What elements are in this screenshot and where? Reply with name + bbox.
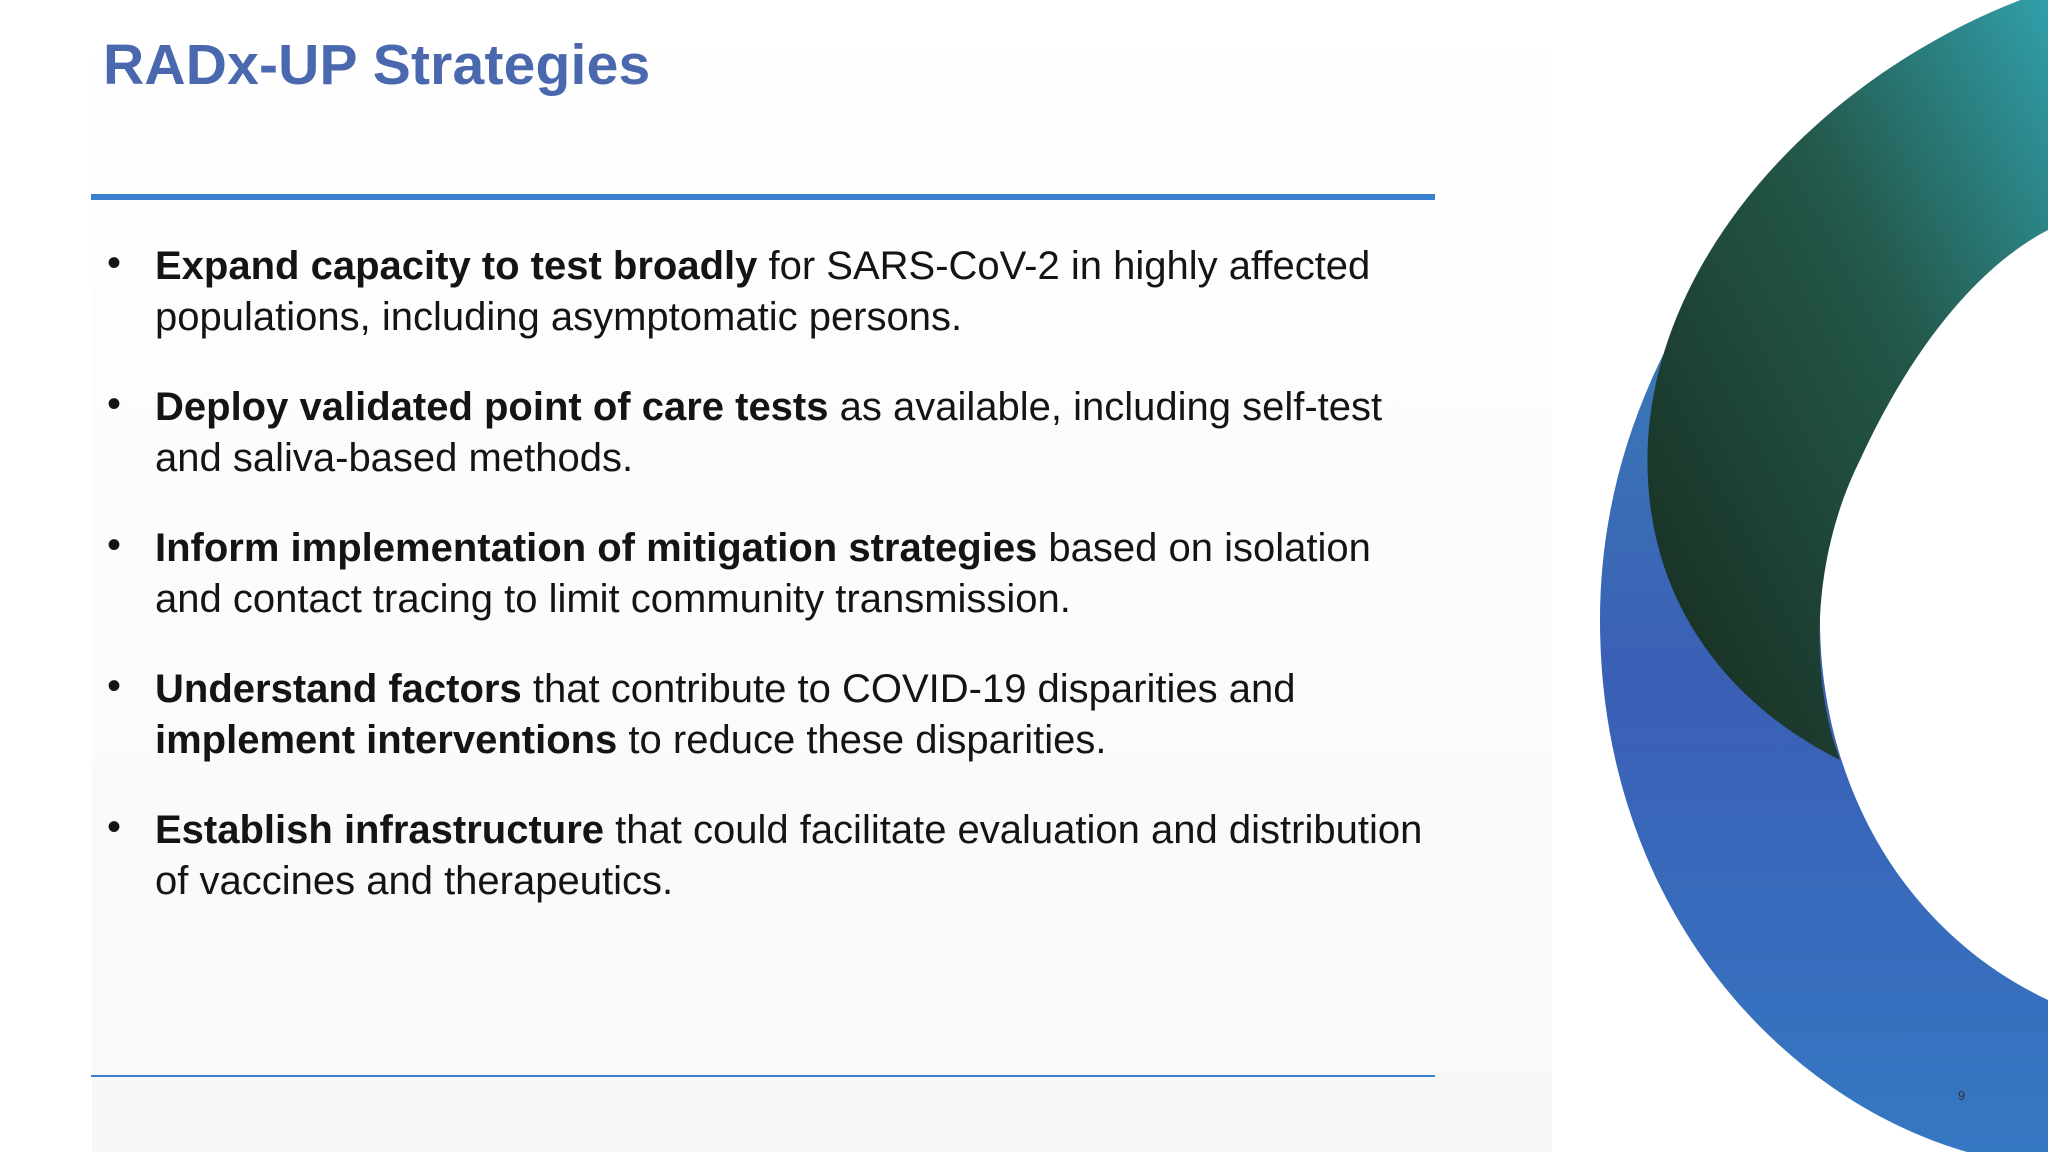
bullet-marker: • [107, 241, 122, 285]
bullet-marker: • [107, 805, 122, 849]
bullet-bold-text: Expand capacity to test broadly [155, 244, 758, 288]
bullet-item-test-broadly [104, 241, 1544, 343]
bullet-item-disparities [104, 664, 1544, 766]
bullet-text: for SARS-CoV-2 in highly affected [757, 244, 1371, 288]
ring-inner-band [1647, 0, 2048, 760]
bullet-text-line-2: of vaccines and therapeutics. [155, 859, 674, 903]
bullet-bold-text: Deploy validated point of care tests [155, 385, 829, 429]
bullet-bold-text-line-2: implement interventions [155, 718, 618, 762]
bullet-text: that could facilitate evaluation and distribution [604, 808, 1423, 852]
slide-title: RADx-UP Strategies [103, 33, 651, 97]
bullet-text: that contribute to COVID-19 disparities and [521, 667, 1296, 711]
bullet-text-line-2: and contact tracing to limit community transmission. [155, 577, 1071, 621]
bullet-marker: • [107, 382, 122, 426]
bullet-item-infrastructure [104, 805, 1544, 907]
page-number: 9 [1958, 1088, 1966, 1103]
footer-divider [91, 1075, 1435, 1077]
bullet-text: based on isolation [1037, 526, 1371, 570]
title-divider [91, 194, 1435, 200]
bullet-marker: • [107, 523, 122, 567]
bullet-text: as available, including self-test [828, 385, 1383, 429]
bullet-item-point-of-care [104, 382, 1544, 484]
bullet-bold-text: Establish infrastructure [155, 808, 605, 852]
bullet-text-line-2: populations, including asymptomatic persons. [155, 295, 963, 339]
bullet-item-mitigation [104, 523, 1544, 625]
bullet-bold-text: Inform implementation of mitigation strategies [155, 526, 1038, 570]
bullet-marker: • [107, 664, 122, 708]
strategy-bullet-list [104, 241, 1544, 946]
bullet-text-line-2: and saliva-based methods. [155, 436, 634, 480]
bullet-text-line-2: to reduce these disparities. [617, 718, 1107, 762]
bullet-bold-text: Understand factors [155, 667, 522, 711]
